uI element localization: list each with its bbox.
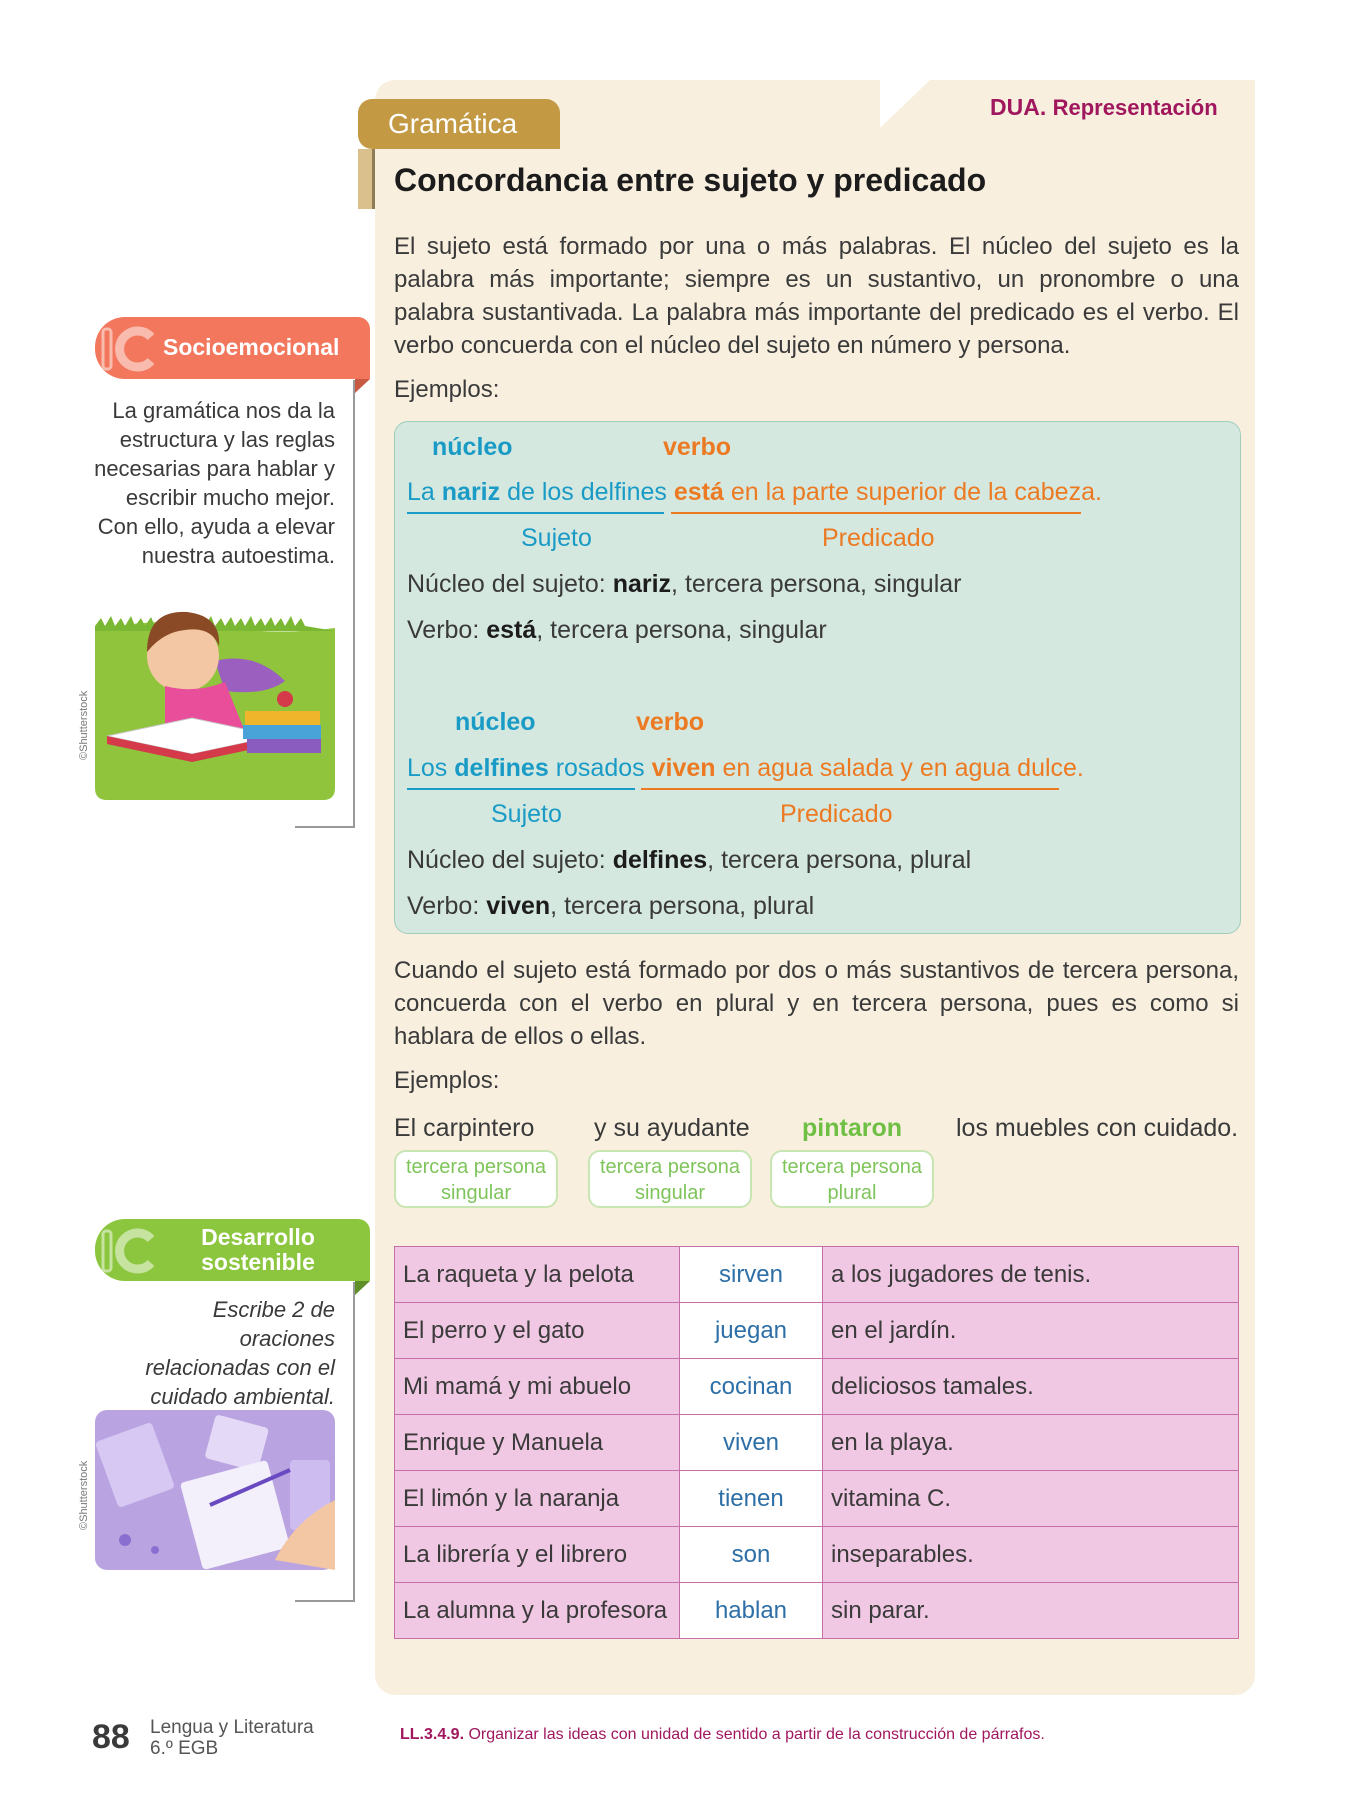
second-paragraph: Cuando el sujeto está formado por dos o más sustantivos de tercera persona, concuerda con el verbo en plural y en tercera persona, pues es como si hablara de ellos o ellas.: [394, 957, 1239, 1050]
ex2-predicado-label: Predicado: [780, 800, 893, 828]
table-cell-subject: El limón y la naranja: [395, 1471, 680, 1527]
desarrollo-tab: [95, 1219, 370, 1281]
pill-3-l1: tercera persona: [781, 1156, 923, 1178]
table-cell-rest: deliciosos tamales.: [823, 1359, 1239, 1415]
ic-logo-icon: [99, 1227, 159, 1275]
dua-label: DUA. Representación: [990, 94, 1218, 120]
ex2-subject: Los delfines rosados: [407, 754, 645, 782]
gram-tab-shadow: [358, 149, 372, 209]
ex2-sentence: [407, 754, 1084, 783]
ex2-sujeto-label: Sujeto: [491, 800, 562, 828]
book-title: [150, 1717, 314, 1759]
book-title-l1: Lengua y Literatura: [150, 1717, 314, 1738]
desarrollo-title-l2: sostenible: [201, 1249, 315, 1275]
table-cell-verb: tienen: [680, 1471, 823, 1527]
sentence-part-3: los muebles con cuidado.: [956, 1114, 1239, 1142]
table-cell-subject: La raqueta y la pelota: [395, 1247, 680, 1303]
socio-fold: [355, 379, 370, 393]
table-row: [395, 1359, 1239, 1415]
socioemocional-tab: [95, 317, 370, 379]
table-row: [395, 1247, 1239, 1303]
ex1-sujeto-label: Sujeto: [521, 524, 592, 552]
socio-text: La gramática nos da la estructura y las reglas necesarias para hablar y escribir mucho mejor. Con ello, ayuda a elevar nuestra autoestima.: [94, 398, 335, 568]
ex2-verbo-line: Verbo: viven, tercera persona, plural: [407, 892, 815, 920]
table-cell-rest: en la playa.: [823, 1415, 1239, 1471]
table-cell-verb: juegan: [680, 1303, 823, 1359]
examples-table: [394, 1246, 1239, 1639]
table-row: [395, 1471, 1239, 1527]
socio-side-line: [353, 380, 355, 828]
table-cell-verb: cocinan: [680, 1359, 823, 1415]
ex1-predicate-underline: [671, 512, 1081, 514]
girl-reading-illustration: [95, 586, 335, 800]
intro-paragraph: El sujeto está formado por una o más palabras. El núcleo del sujeto es la palabra más importante; siempre es un sustantivo, un pronombre o una palabra sustantivada. La palabra más importante del predicado es el verbo. El verbo concuerda con el núcleo del sujeto en número y persona.: [394, 233, 1239, 359]
ex2-nucleo-line: Núcleo del sujeto: delfines, tercera persona, plural: [407, 846, 972, 874]
table-cell-subject: Enrique y Manuela: [395, 1415, 680, 1471]
sentence-part-2: y su ayudante: [594, 1114, 750, 1142]
ex1-nucleo-line: Núcleo del sujeto: nariz, tercera persona, singular: [407, 570, 962, 598]
pill-2-l2: singular: [634, 1182, 706, 1204]
table-cell-rest: a los jugadores de tenis.: [823, 1247, 1239, 1303]
pill-1: [394, 1150, 558, 1208]
table-row: [395, 1527, 1239, 1583]
ex2-predicate-underline: [641, 788, 1059, 790]
desarrollo-fold: [355, 1281, 370, 1295]
ex2-nucleo-label: núcleo: [455, 708, 536, 736]
table-row: [395, 1303, 1239, 1359]
table-cell-verb: sirven: [680, 1247, 823, 1303]
desarrollo-bottom-line: [295, 1600, 355, 1602]
table-cell-rest: inseparables.: [823, 1527, 1239, 1583]
ex1-subject-underline: [407, 512, 664, 514]
table-cell-verb: viven: [680, 1415, 823, 1471]
ex1-verbo-line: Verbo: está, tercera persona, singular: [407, 616, 827, 644]
socioemocional-title: Socioemocional: [163, 334, 340, 360]
socio-bottom-line: [295, 826, 355, 828]
ex2-subject-underline: [407, 788, 635, 790]
desarrollo-side-line: [353, 1282, 355, 1602]
table-cell-subject: Mi mamá y mi abuelo: [395, 1359, 680, 1415]
socio-credit: ©Shutterstock: [78, 690, 90, 760]
ex1-predicate: está en la parte superior de la cabeza.: [673, 478, 1102, 506]
desarrollo-credit: ©Shutterstock: [78, 1460, 90, 1530]
learning-objective: [400, 1726, 1045, 1744]
desarrollo-text: Escribe 2 de oraciones relacionadas con el cuidado ambiental.: [145, 1297, 335, 1409]
pill-3: [770, 1150, 934, 1208]
section-tab: Gramática: [358, 99, 560, 149]
pill-1-l1: tercera persona: [405, 1156, 547, 1178]
table-cell-rest: sin parar.: [823, 1583, 1239, 1639]
table-cell-subject: La librería y el librero: [395, 1527, 680, 1583]
table-cell-subject: El perro y el gato: [395, 1303, 680, 1359]
desarrollo-title-l1: Desarrollo: [201, 1224, 315, 1250]
ex1-subject: La nariz de los delfines: [407, 478, 667, 506]
gram-tab-line: [372, 149, 375, 209]
dua-tab-notch: [880, 80, 930, 128]
examples-label-1: Ejemplos:: [394, 376, 500, 403]
ex1-sentence: [407, 478, 1102, 507]
table-cell-verb: hablan: [680, 1583, 823, 1639]
pill-2-l1: tercera persona: [599, 1156, 741, 1178]
objective-text: Organizar las ideas con unidad de sentido a partir de la construcción de párrafos.: [464, 1726, 1045, 1743]
table-row: [395, 1583, 1239, 1639]
sentence-verb: pintaron: [802, 1114, 902, 1142]
pill-3-l2: plural: [827, 1182, 877, 1204]
ex1-predicado-label: Predicado: [822, 524, 935, 552]
page-number: 88: [92, 1718, 130, 1756]
desarrollo-title: [163, 1225, 353, 1275]
pill-1-l2: singular: [440, 1182, 512, 1204]
book-title-l2: 6.º EGB: [150, 1738, 219, 1759]
table-cell-rest: vitamina C.: [823, 1471, 1239, 1527]
pill-2: [588, 1150, 752, 1208]
table-row: [395, 1415, 1239, 1471]
objective-code: LL.3.4.9.: [400, 1726, 465, 1743]
page-title: Concordancia entre sujeto y predicado: [394, 162, 987, 198]
examples-label-2: Ejemplos:: [394, 1067, 500, 1094]
ic-logo-icon: [99, 325, 159, 373]
ex1-nucleo-label: núcleo: [432, 433, 513, 461]
ex1-verbo-label: verbo: [663, 433, 732, 461]
table-cell-verb: son: [680, 1527, 823, 1583]
table-cell-rest: en el jardín.: [823, 1303, 1239, 1359]
ex2-predicate: viven en agua salada y en agua dulce.: [651, 754, 1084, 782]
ex2-verbo-label: verbo: [636, 708, 705, 736]
writing-desk-photo: [95, 1410, 335, 1570]
sentence-part-1: El carpintero: [394, 1114, 535, 1142]
table-cell-subject: La alumna y la profesora: [395, 1583, 680, 1639]
